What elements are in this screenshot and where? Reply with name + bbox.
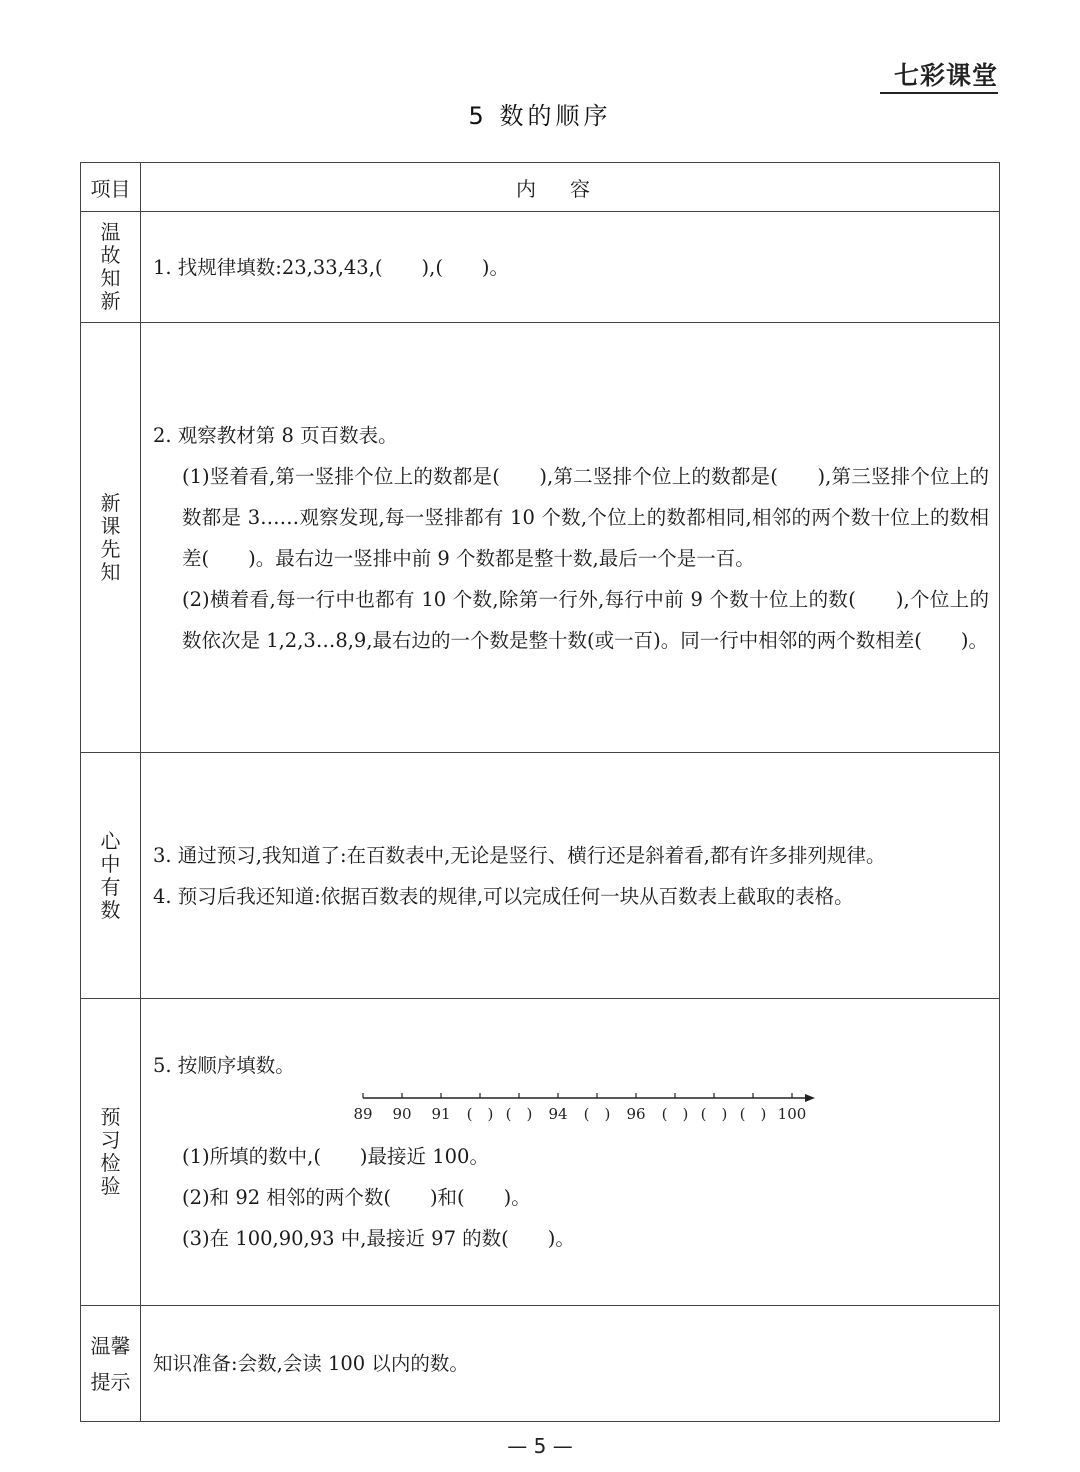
table-row-review [81,212,1000,323]
header-content: 内容 [141,163,1000,212]
row-label-check [81,999,141,1306]
question-5-part-2: (2)和 92 相邻的两个数( )和( )。 [182,1186,531,1209]
row-label-review [81,212,141,323]
number-line-arrow [805,1094,815,1102]
number-line-label: 90 [392,1105,412,1123]
row-content-summary [141,753,1000,999]
header-item: 项目 [81,163,141,212]
question-5-part-1: (1)所填的数中,( )最接近 100。 [182,1145,489,1168]
brand-underline [880,92,998,94]
row-label-text: 预习检验 [100,1105,121,1198]
question-4: 4. 预习后我还知道:依据百数表的规律,可以完成任何一块从百数表上截取的表格。 [153,884,854,908]
question-1: 1. 找规律填数:23,33,43,( ),( )。 [153,255,510,279]
number-line-label: ( ) [739,1105,767,1123]
row-label-text: 温馨提示 [90,1333,131,1394]
number-line-label: ( ) [466,1105,494,1123]
question-2-part-2: (2)横着看,每一行中也都有 10 个数,除第一行外,每行中前 9 个数十位上的数( ),个位上的数依次是 1,2,3…8,9,最右边的一个数是整十数(或一百)。同一行中相邻的两个数相差( )。 [182,587,989,652]
number-line-label: 89 [353,1105,373,1123]
row-content-review [141,212,1000,323]
number-line-label: 94 [548,1105,568,1123]
row-label-new-lesson [81,323,141,753]
number-line-label: 96 [626,1105,646,1123]
question-2-part-1: (1)竖着看,第一竖排个位上的数都是( ),第二竖排个位上的数都是( ),第三竖排个位上的数都是 3……观察发现,每一竖排都有 10 个数,个位上的数都相同,相邻的两个数十位上的数相差( )。最右边一竖排中前 9 个数都是整十数,最后一个是一百。 [182,464,989,570]
number-line-svg [353,1088,823,1132]
number-line-labels [353,1105,806,1123]
row-label-text: 温故知新 [100,220,121,313]
page-number: — 5 — [507,1434,573,1458]
table-row-check [81,999,1000,1306]
worksheet-table [80,162,1000,1422]
number-line-label: ( ) [661,1105,689,1123]
question-5: 5. 按顺序填数。 [153,1054,295,1077]
table-header-row [81,163,1000,212]
row-content-check [141,999,1000,1306]
number-line-label: 100 [777,1105,807,1123]
page-title: 5 数的顺序 [468,102,612,130]
question-5-part-3: (3)在 100,90,93 中,最接近 97 的数( )。 [182,1227,575,1250]
table-row-summary [81,753,1000,999]
row-label-summary [81,753,141,999]
row-label-text: 新课先知 [100,490,121,584]
question-3: 3. 通过预习,我知道了:在百数表中,无论是竖行、横行还是斜着看,都有许多排列规律。 [153,843,886,867]
number-line-label: ( ) [505,1105,533,1123]
number-line [153,1086,989,1136]
brand-logo: 七彩课堂 [893,61,998,90]
row-content-new-lesson [141,323,1000,753]
row-label-tips [81,1306,141,1422]
table-row-new-lesson [81,323,1000,753]
table-row-tips [81,1306,1000,1422]
number-line-label: ( ) [583,1105,611,1123]
row-label-text: 心中有数 [100,828,121,922]
number-line-label: 91 [431,1105,451,1123]
tip-text: 知识准备:会数,会读 100 以内的数。 [153,1352,469,1375]
row-content-tips [141,1306,1000,1422]
question-2: 2. 观察教材第 8 页百数表。 [153,423,398,447]
number-line-label: ( ) [700,1105,728,1123]
